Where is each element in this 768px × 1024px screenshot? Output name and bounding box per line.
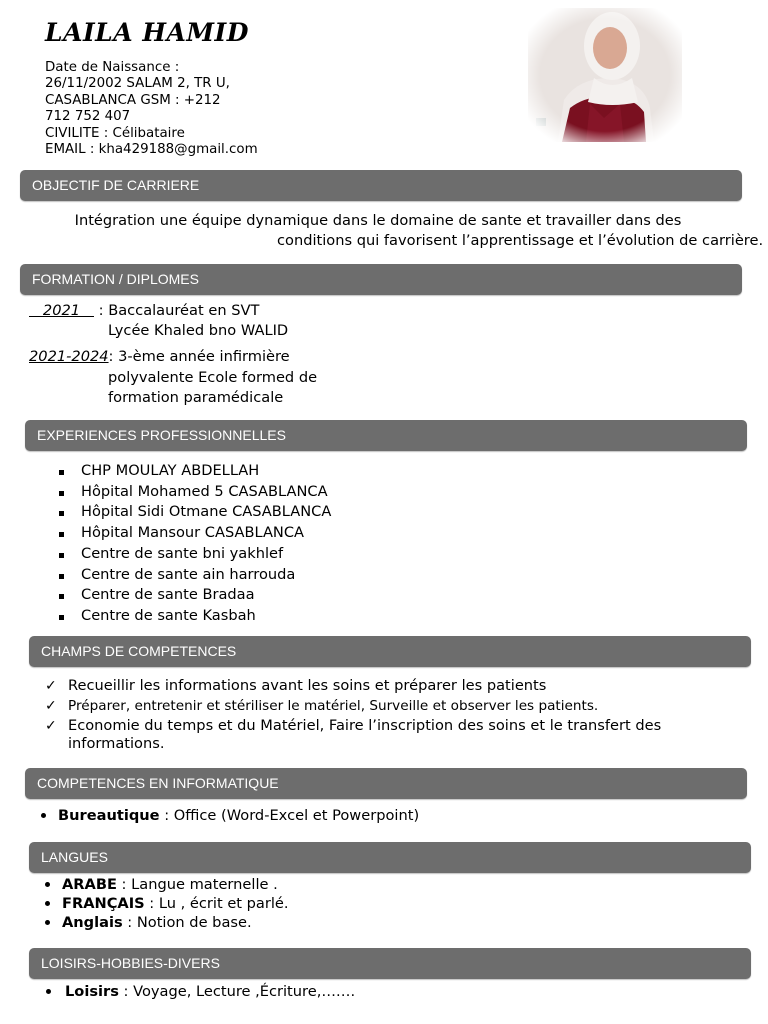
language-label: FRANÇAIS	[62, 895, 145, 912]
section-title-champs: CHAMPS DE COMPETENCES	[29, 636, 751, 667]
formation-line: Baccalauréat en SVT	[108, 302, 260, 319]
formation-separator: :	[108, 348, 119, 365]
list-item	[45, 913, 252, 933]
language-label: ARABE	[62, 876, 117, 893]
experience-label: Hôpital Sidi Otmane CASABLANCA	[81, 503, 332, 521]
contact-line: CASABLANCA GSM : +212	[45, 92, 221, 108]
contact-line-email: EMAIL : kha429188@gmail.com	[45, 142, 258, 158]
list-item	[56, 461, 331, 482]
contact-line: 26/11/2002 SALAM 2, TR U,	[45, 76, 230, 92]
section-title-loisirs: LOISIRS-HOBBIES-DIVERS	[29, 948, 751, 979]
bullet-icon	[45, 920, 50, 925]
square-bullet-icon	[59, 594, 64, 599]
formation-separator: :	[93, 302, 109, 319]
formation-line: formation paramédicale	[108, 389, 284, 406]
list-item	[45, 875, 278, 895]
square-bullet-icon	[59, 532, 64, 537]
check-icon: ✓	[45, 698, 57, 714]
list-item	[56, 606, 331, 627]
square-bullet-icon	[59, 491, 64, 496]
hobby-label: Loisirs	[65, 983, 119, 1000]
experience-label: CHP MOULAY ABDELLAH	[81, 462, 260, 479]
hobby-value: : Voyage, Lecture ,Écriture,…….	[118, 983, 356, 1000]
competences-list	[44, 677, 724, 755]
contact-line: CIVILITE : Célibataire	[45, 125, 185, 141]
list-item	[46, 982, 355, 1002]
list-item	[56, 502, 331, 523]
formation-date: 2021-2024	[29, 348, 109, 365]
list-item	[44, 717, 724, 753]
bullet-icon	[46, 989, 51, 994]
experience-label: Centre de sante Bradaa	[81, 586, 255, 604]
formation-line: 3-ème année infirmière	[118, 348, 290, 365]
check-icon: ✓	[45, 718, 57, 734]
section-title-formation: FORMATION / DIPLOMES	[20, 264, 742, 295]
experience-label: Centre de sante bni yakhlef	[81, 544, 284, 562]
contact-info	[45, 60, 285, 158]
formation-entry	[29, 347, 317, 409]
formation-line: Lycée Khaled bno WALID	[108, 322, 289, 339]
candidate-name: LAILA HAMID	[45, 18, 249, 47]
square-bullet-icon	[59, 615, 64, 620]
objectif-text	[45, 211, 764, 251]
bullet-icon	[45, 882, 50, 887]
skill-value: : Office (Word-Excel et Powerpoint)	[159, 807, 420, 824]
list-item	[56, 523, 331, 544]
contact-line: 712 752 407	[45, 109, 131, 125]
list-item	[56, 585, 331, 606]
bullet-icon	[45, 901, 50, 906]
competence-label: Economie du temps et du Matériel, Faire l’inscription des soins et le transfert des informations.	[68, 717, 662, 752]
objectif-line: conditions qui favorisent l’apprentissage et l’évolution de carrière.	[277, 232, 764, 249]
formation-date: 2021	[29, 302, 94, 319]
experience-label: Hôpital Mohamed 5 CASABLANCA	[81, 482, 328, 500]
list-item	[56, 544, 331, 565]
section-title-objectif: OBJECTIF DE CARRIERE	[20, 170, 742, 201]
skill-label: Bureautique	[58, 807, 160, 824]
bullet-icon	[41, 813, 46, 818]
language-value: : Langue maternelle .	[116, 876, 278, 893]
language-value: : Notion de base.	[122, 914, 252, 931]
list-item	[44, 677, 724, 695]
list-item	[41, 806, 419, 826]
competence-label: Préparer, entretenir et stériliser le matériel, Surveille et observer les patients.	[68, 698, 599, 714]
language-label: Anglais	[62, 914, 123, 931]
square-bullet-icon	[59, 574, 64, 579]
section-title-langues: LANGUES	[29, 842, 751, 873]
objectif-line: Intégration une équipe dynamique dans le domaine de sante et travailler dans des	[74, 212, 682, 229]
experience-label: Centre de sante ain harrouda	[81, 565, 296, 583]
square-bullet-icon	[59, 470, 64, 475]
section-title-experiences: EXPERIENCES PROFESSIONNELLES	[25, 420, 747, 451]
section-title-informatique: COMPETENCES EN INFORMATIQUE	[25, 768, 747, 799]
formation-line: polyvalente Ecole formed de	[108, 368, 318, 386]
square-bullet-icon	[59, 553, 64, 558]
profile-photo	[528, 8, 682, 142]
check-icon: ✓	[45, 678, 57, 694]
competence-label: Recueillir les informations avant les soins et préparer les patients	[68, 677, 547, 694]
square-bullet-icon	[59, 511, 64, 516]
experience-label: Centre de sante Kasbah	[81, 606, 256, 624]
list-item	[44, 697, 724, 715]
language-value: : Lu , écrit et parlé.	[144, 895, 289, 912]
experience-label: Hôpital Mansour CASABLANCA	[81, 524, 305, 542]
list-item	[56, 565, 331, 586]
formation-entry	[29, 301, 288, 341]
list-item	[56, 482, 331, 503]
contact-line: Date de Naissance :	[45, 60, 180, 75]
list-item	[45, 894, 289, 914]
experience-list	[56, 461, 331, 627]
